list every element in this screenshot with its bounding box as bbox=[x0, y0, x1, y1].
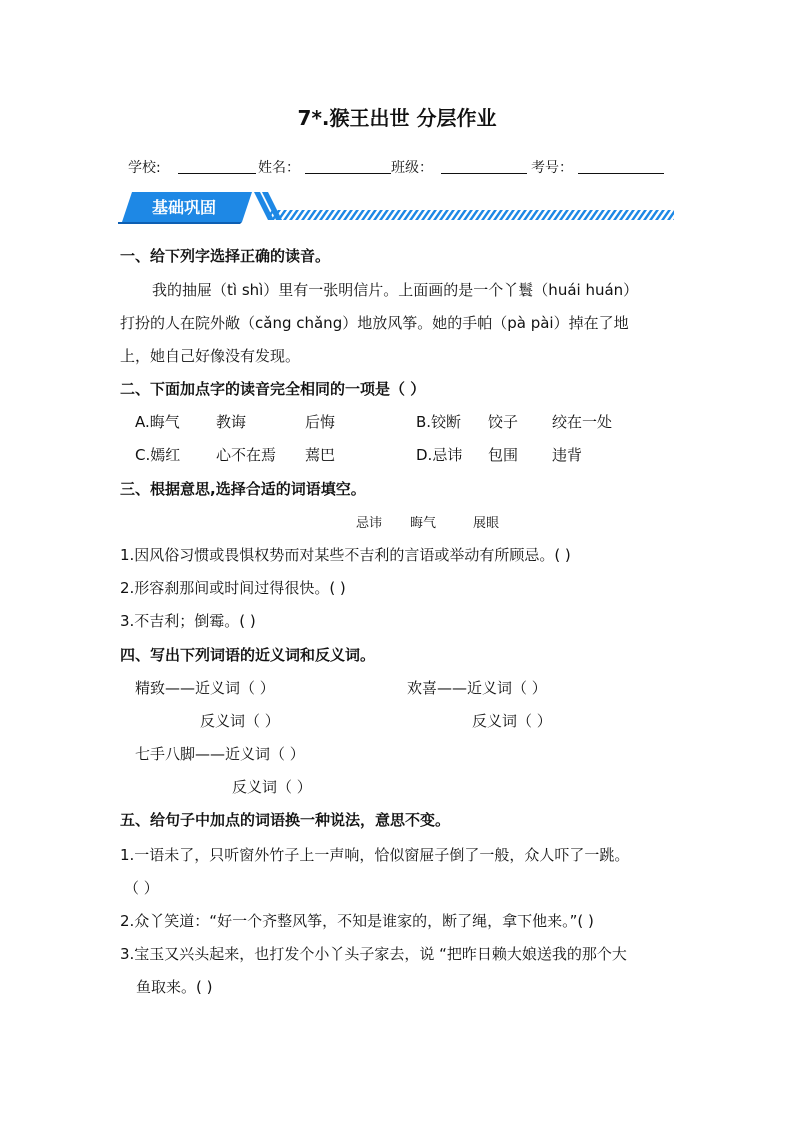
q1-line-1: 我的抽屉（tì shì）里有一张明信片。上面画的是一个丫鬟（huái huán） bbox=[152, 281, 639, 299]
q4-row2-left: 反义词（ ） bbox=[200, 712, 280, 730]
school-field[interactable] bbox=[178, 157, 256, 174]
exam-number-field[interactable] bbox=[578, 157, 664, 174]
q4-row3: 七手八脚——近义词（ ） bbox=[135, 745, 305, 763]
q2-option-c-word-2: 心不在焉 bbox=[216, 446, 277, 464]
q3-word-2: 晦气 bbox=[410, 516, 437, 531]
q3-item-1: 1.因风俗习惯或畏惧权势而对某些不吉利的言语或举动有所顾忌。( ) bbox=[120, 546, 571, 564]
class-field[interactable] bbox=[441, 157, 527, 174]
q5-heading: 五、给句子中加点的词语换一种说法，意思不变。 bbox=[120, 811, 451, 829]
q4-row4: 反义词（ ） bbox=[232, 778, 312, 796]
name-field[interactable] bbox=[305, 157, 391, 174]
section-banner bbox=[118, 190, 678, 224]
q4-row2-right: 反义词（ ） bbox=[472, 712, 552, 730]
q2-heading: 二、下面加点字的读音完全相同的一项是（ ） bbox=[120, 380, 426, 398]
q5-item-2: 2.众丫笑道：“好一个齐整风筝，不知是谁家的，断了绳，拿下他来。”( ) bbox=[120, 912, 594, 930]
q2-option-c[interactable]: C.嫣红 bbox=[135, 446, 181, 464]
q4-row1-right: 欢喜——近义词（ ） bbox=[407, 679, 547, 697]
q3-item-2: 2.形容刹那间或时间过得很快。( ) bbox=[120, 579, 346, 597]
q3-heading: 三、根据意思,选择合适的词语填空。 bbox=[120, 480, 366, 498]
q3-word-1: 忌讳 bbox=[356, 516, 383, 531]
q2-option-a[interactable]: A.晦气 bbox=[135, 413, 180, 431]
info-school-label: 学校: bbox=[128, 160, 161, 176]
q5-item-1-line-1: 1.一语未了，只听窗外竹子上一声响，恰似窗屉子倒了一般，众人吓了一跳。 bbox=[120, 846, 630, 864]
q2-option-d-word-2: 包围 bbox=[488, 446, 519, 464]
info-name-label: 姓名： bbox=[258, 160, 300, 176]
page-title: 7*.猴王出世 分层作业 bbox=[297, 106, 497, 130]
q2-option-c-word-3: 蔫巴 bbox=[305, 446, 336, 464]
q4-row1-left: 精致——近义词（ ） bbox=[135, 679, 275, 697]
q2-option-a-word-2: 教诲 bbox=[216, 413, 247, 431]
q5-item-3-line-1: 3.宝玉又兴头起来，也打发个小丫头子家去，说 “把昨日赖大娘送我的那个大 bbox=[120, 945, 627, 963]
q1-line-2: 打扮的人在院外敞（cǎng chǎng）地放风筝。她的手帕（pà pài）掉在了地 bbox=[120, 314, 629, 332]
q2-option-d[interactable]: D.忌讳 bbox=[416, 446, 463, 464]
q2-option-b[interactable]: B.铰断 bbox=[416, 413, 462, 431]
q2-option-b-word-3: 绞在一处 bbox=[552, 413, 613, 431]
q2-option-b-word-2: 饺子 bbox=[488, 413, 519, 431]
q2-option-d-word-3: 违背 bbox=[552, 446, 583, 464]
info-class-label: 班级： bbox=[391, 160, 433, 176]
banner-underline bbox=[118, 222, 242, 224]
q4-heading: 四、写出下列词语的近义词和反义词。 bbox=[120, 646, 376, 664]
banner-hatch bbox=[268, 210, 674, 220]
q3-word-3: 展眼 bbox=[473, 516, 500, 531]
q5-item-1-line-2: （ ） bbox=[124, 879, 159, 897]
q1-heading: 一、给下列字选择正确的读音。 bbox=[120, 247, 331, 265]
q3-item-3: 3.不吉利；倒霉。( ) bbox=[120, 612, 256, 630]
info-exam-label: 考号： bbox=[531, 160, 573, 176]
banner-label: 基础巩固 bbox=[151, 198, 217, 217]
q2-option-a-word-3: 后悔 bbox=[305, 413, 336, 431]
q5-item-3-line-2: 鱼取来。( ) bbox=[136, 978, 213, 996]
q1-line-3: 上，她自己好像没有发现。 bbox=[120, 347, 301, 365]
